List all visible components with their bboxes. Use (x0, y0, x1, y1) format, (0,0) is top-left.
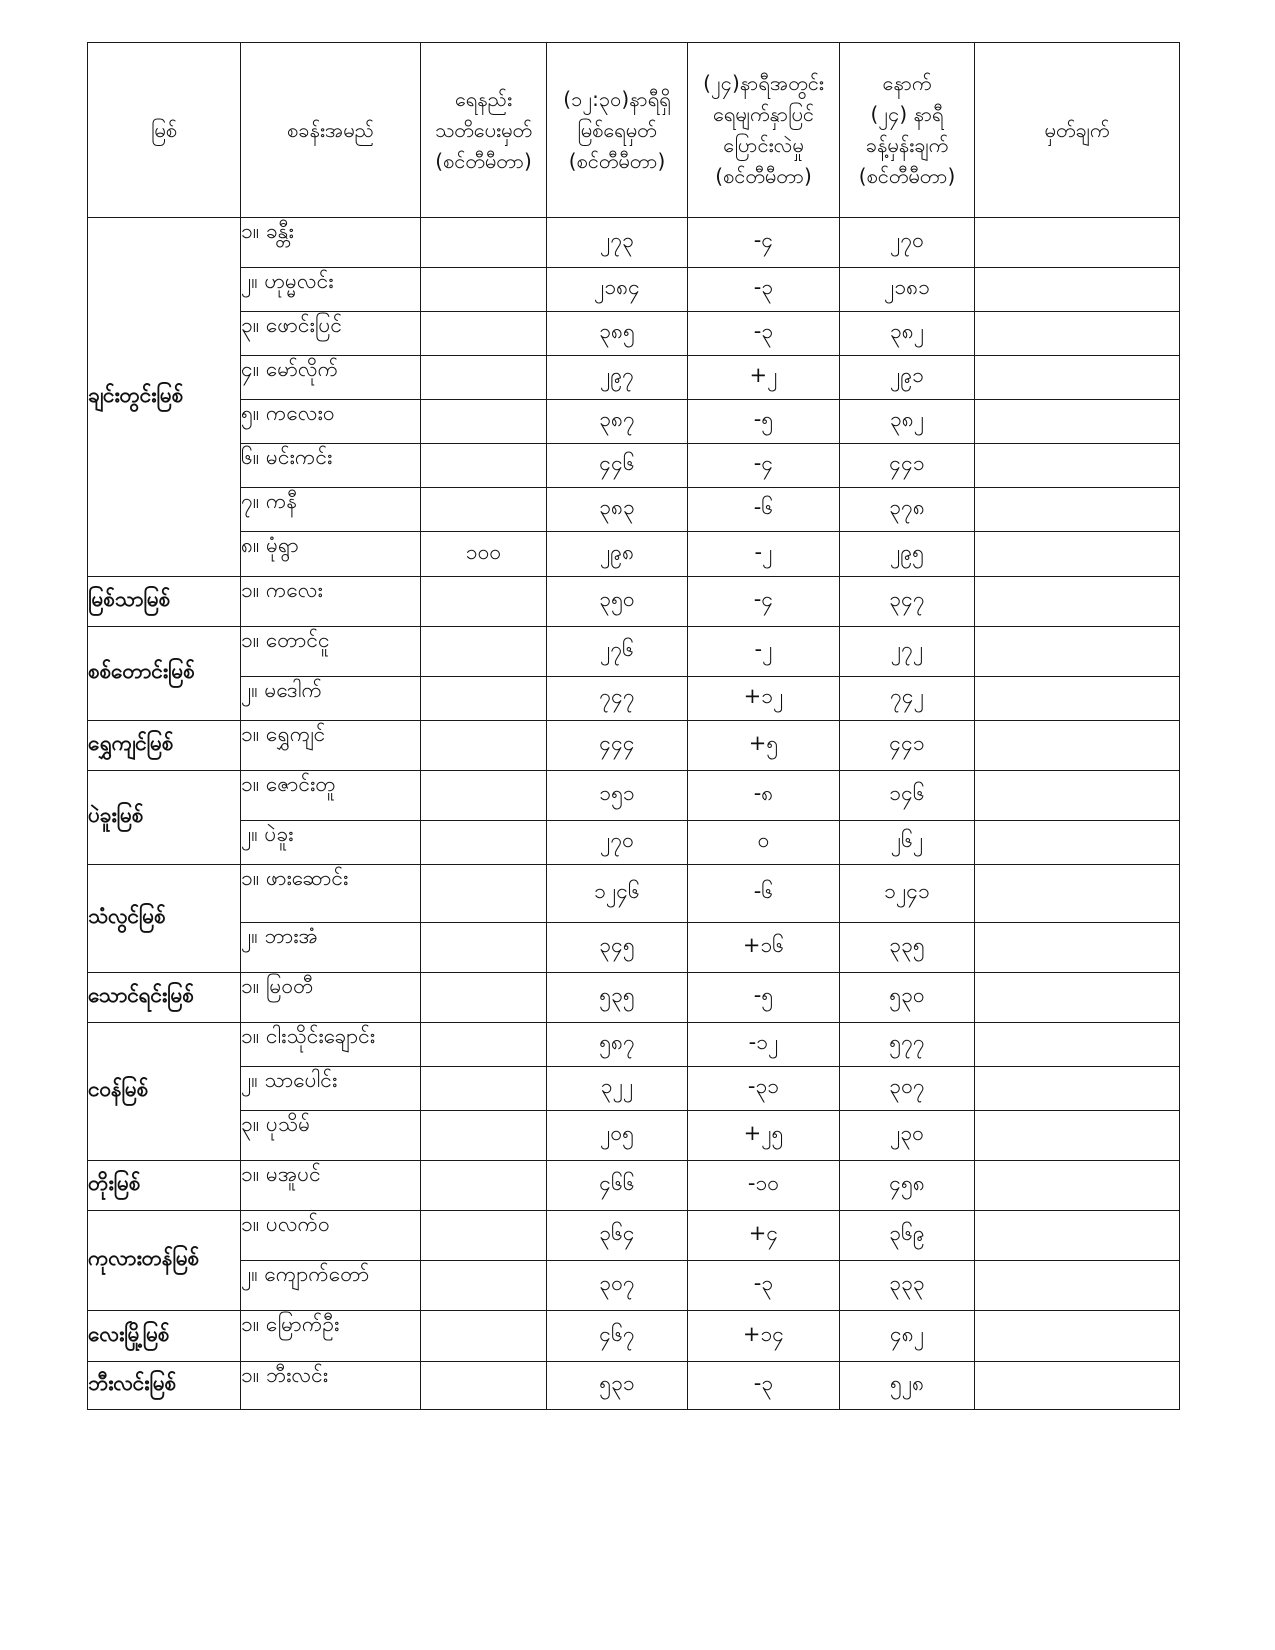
water-level: ၂၀၅ (547, 1111, 688, 1161)
station-name: ၁။ ဘီးလင်း (241, 1362, 421, 1410)
station-name: ၁။ ပလက်ဝ (241, 1211, 421, 1261)
station-name: ၇။ ကနီ (241, 488, 421, 532)
danger-level (421, 1067, 547, 1111)
danger-level (421, 1261, 547, 1311)
header-line: (စင်တီမီတာ) (568, 148, 666, 173)
remark-cell (975, 865, 1180, 923)
forecast-level: ၂၁၈၁ (840, 268, 975, 312)
river-name: ရွှေကျင်မြစ် (88, 721, 241, 771)
forecast-level: ၄၅၈ (840, 1161, 975, 1211)
station-name: ၃။ ပုသိမ် (241, 1111, 421, 1161)
station-name: ၈။ မုံရွာ (241, 532, 421, 577)
forecast-level: ၄၄၁ (840, 444, 975, 488)
water-level: ၂၇၃ (547, 218, 688, 268)
remark-cell (975, 1362, 1180, 1410)
station-name: ၂။ ဟုမ္မလင်း (241, 268, 421, 312)
level-change: -၁၂ (688, 1023, 840, 1067)
danger-level (421, 268, 547, 312)
remark-cell (975, 1161, 1180, 1211)
table-row (88, 532, 1180, 577)
forecast-level: ၁၂၄၁ (840, 865, 975, 923)
forecast-level: ၅၃၀ (840, 973, 975, 1023)
forecast-level: ၂၃၀ (840, 1111, 975, 1161)
table-row (88, 312, 1180, 356)
header-line: (၁၂:၃၀)နာရီရှိ (563, 86, 671, 111)
header-water-level (547, 43, 688, 218)
danger-level (421, 400, 547, 444)
water-level: ၄၆၆ (547, 1161, 688, 1211)
water-level: ၁၅၁ (547, 771, 688, 821)
danger-level (421, 821, 547, 865)
level-change: -၂ (688, 627, 840, 677)
station-name: ၁။ ဖားဆောင်း (241, 865, 421, 923)
remark-cell (975, 532, 1180, 577)
remark-cell (975, 923, 1180, 973)
table-row (88, 356, 1180, 400)
forecast-level: ၂၉၅ (840, 532, 975, 577)
danger-level (421, 444, 547, 488)
forecast-level: ၇၄၂ (840, 677, 975, 721)
water-level: ၁၂၄၆ (547, 865, 688, 923)
station-name: ၁။ ခန္တီး (241, 218, 421, 268)
forecast-level: ၃၈၂ (840, 400, 975, 444)
table-row (88, 627, 1180, 677)
water-level: ၃၈၇ (547, 400, 688, 444)
table-row (88, 821, 1180, 865)
water-level: ၇၄၇ (547, 677, 688, 721)
forecast-level: ၂၇၀ (840, 218, 975, 268)
header-line: ရေနည်း (454, 86, 513, 111)
river-name: ချင်းတွင်းမြစ် (88, 218, 241, 577)
level-change: -၃၁ (688, 1067, 840, 1111)
table-row (88, 1362, 1180, 1410)
forecast-level: ၂၉၁ (840, 356, 975, 400)
header-line: မှတ်ချက် (1044, 117, 1110, 142)
danger-level (421, 973, 547, 1023)
forecast-level: ၁၄၆ (840, 771, 975, 821)
header-station (241, 43, 421, 218)
water-level: ၂၇၀ (547, 821, 688, 865)
level-change: -၃ (688, 312, 840, 356)
remark-cell (975, 488, 1180, 532)
station-name: ၁။ ငါးသိုင်းချောင်း (241, 1023, 421, 1067)
remark-cell (975, 721, 1180, 771)
table-row (88, 577, 1180, 627)
danger-level (421, 1311, 547, 1362)
danger-level (421, 923, 547, 973)
danger-level (421, 356, 547, 400)
table-row (88, 488, 1180, 532)
danger-level (421, 312, 547, 356)
table-row (88, 973, 1180, 1023)
danger-level (421, 1111, 547, 1161)
danger-level (421, 771, 547, 821)
remark-cell (975, 1111, 1180, 1161)
station-name: ၁။ မအူပင် (241, 1161, 421, 1211)
forecast-level: ၃၃၅ (840, 923, 975, 973)
station-name: ၁။ မြဝတီ (241, 973, 421, 1023)
table-row (88, 1023, 1180, 1067)
level-change: -၁၀ (688, 1161, 840, 1211)
header-danger-level (421, 43, 547, 218)
level-change: -၆ (688, 865, 840, 923)
water-level: ၅၃၅ (547, 973, 688, 1023)
water-level: ၃၄၅ (547, 923, 688, 973)
header-line: (စင်တီမီတာ) (435, 148, 532, 173)
danger-level (421, 865, 547, 923)
header-line: မြစ်ရေမှတ် (577, 117, 657, 142)
level-change: -၃ (688, 1362, 840, 1410)
forecast-level: ၅၇၇ (840, 1023, 975, 1067)
level-change: -၅ (688, 973, 840, 1023)
level-change: -၃ (688, 1261, 840, 1311)
table-row (88, 771, 1180, 821)
station-name: ၁။ ကလေး (241, 577, 421, 627)
table-row (88, 1261, 1180, 1311)
remark-cell (975, 677, 1180, 721)
forecast-level: ၅၂၈ (840, 1362, 975, 1410)
header-line: (စင်တီမီတာ) (715, 164, 812, 188)
danger-level: ၁၀၀ (421, 532, 547, 577)
table-row (88, 1211, 1180, 1261)
river-level-table (87, 42, 1180, 1410)
header-line: ပြောင်းလဲမှု (723, 133, 804, 157)
water-level: ၃၂၂ (547, 1067, 688, 1111)
remark-cell (975, 356, 1180, 400)
table-row (88, 218, 1180, 268)
river-name: သောင်ရင်းမြစ် (88, 973, 241, 1023)
remark-cell (975, 771, 1180, 821)
forecast-level: ၃၈၂ (840, 312, 975, 356)
header-line: မြစ် (150, 117, 178, 142)
remark-cell (975, 268, 1180, 312)
table-body (88, 218, 1180, 1410)
forecast-level: ၃၆၉ (840, 1211, 975, 1261)
danger-level (421, 218, 547, 268)
water-level: ၃၀၇ (547, 1261, 688, 1311)
water-level: ၃၈၅ (547, 312, 688, 356)
header-remark (975, 43, 1180, 218)
header-line: စခန်းအမည် (286, 117, 375, 142)
station-name: ၄။ မော်လိုက် (241, 356, 421, 400)
forecast-level: ၃၀၇ (840, 1067, 975, 1111)
river-name: ငဝန်မြစ် (88, 1023, 241, 1161)
level-change: +၄ (688, 1211, 840, 1261)
water-level: ၃၆၄ (547, 1211, 688, 1261)
level-change: -၆ (688, 488, 840, 532)
station-name: ၂။ ပဲခူး (241, 821, 421, 865)
remark-cell (975, 444, 1180, 488)
danger-level (421, 577, 547, 627)
river-name: စစ်တောင်းမြစ် (88, 627, 241, 721)
station-name: ၁။ မြောက်ဦး (241, 1311, 421, 1362)
header-line: (၂၄)နာရီအတွင်း (703, 71, 824, 95)
water-level: ၂၇၆ (547, 627, 688, 677)
remark-cell (975, 218, 1180, 268)
danger-level (421, 1023, 547, 1067)
river-name: သံလွင်မြစ် (88, 865, 241, 973)
header-line: သတိပေးမှတ် (434, 117, 533, 142)
forecast-level: ၃၄၇ (840, 577, 975, 627)
header-line: (၂၄) နာရီ (870, 102, 944, 126)
water-level: ၂၉၇ (547, 356, 688, 400)
forecast-level: ၄၄၁ (840, 721, 975, 771)
water-level: ၄၄၆ (547, 444, 688, 488)
table-row (88, 677, 1180, 721)
remark-cell (975, 1311, 1180, 1362)
header-forecast (840, 43, 975, 218)
level-change: +၁၄ (688, 1311, 840, 1362)
table-row (88, 721, 1180, 771)
water-level: ၂၉၈ (547, 532, 688, 577)
header-line: ခန့်မှန်းချက် (865, 133, 949, 157)
river-name: မြစ်သာမြစ် (88, 577, 241, 627)
header-row (88, 43, 1180, 218)
station-name: ၃။ ဖောင်းပြင် (241, 312, 421, 356)
level-change: +၂၅ (688, 1111, 840, 1161)
remark-cell (975, 821, 1180, 865)
river-name: ကုလားတန်မြစ် (88, 1211, 241, 1311)
remark-cell (975, 400, 1180, 444)
table-row (88, 444, 1180, 488)
station-name: ၁။ ဇောင်းတူ (241, 771, 421, 821)
water-level: ၄၆၇ (547, 1311, 688, 1362)
remark-cell (975, 312, 1180, 356)
forecast-level: ၄၈၂ (840, 1311, 975, 1362)
level-change: +၁၆ (688, 923, 840, 973)
header-river (88, 43, 241, 218)
level-change: -၂ (688, 532, 840, 577)
level-change: -၄ (688, 444, 840, 488)
station-name: ၁။ ရွှေကျင် (241, 721, 421, 771)
station-name: ၂။ သာပေါင်း (241, 1067, 421, 1111)
station-name: ၅။ ကလေးဝ (241, 400, 421, 444)
level-change: -၄ (688, 218, 840, 268)
table-row (88, 1161, 1180, 1211)
danger-level (421, 1362, 547, 1410)
forecast-level: ၂၇၂ (840, 627, 975, 677)
header-line: နောက် (882, 71, 932, 95)
water-level: ၃၅၀ (547, 577, 688, 627)
table-row (88, 923, 1180, 973)
station-name: ၂။ မဒေါက် (241, 677, 421, 721)
remark-cell (975, 1023, 1180, 1067)
danger-level (421, 1161, 547, 1211)
remark-cell (975, 1211, 1180, 1261)
level-change: -၄ (688, 577, 840, 627)
header-line: ရေမျက်နှာပြင် (713, 102, 814, 126)
header-24h-change (688, 43, 840, 218)
remark-cell (975, 973, 1180, 1023)
water-level: ၅၃၁ (547, 1362, 688, 1410)
water-level: ၄၄၄ (547, 721, 688, 771)
station-name: ၂။ ကျောက်တော် (241, 1261, 421, 1311)
danger-level (421, 488, 547, 532)
level-change: +၁၂ (688, 677, 840, 721)
river-name: တိုးမြစ် (88, 1161, 241, 1211)
danger-level (421, 1211, 547, 1261)
table-row (88, 865, 1180, 923)
river-name: ပဲခူးမြစ် (88, 771, 241, 865)
station-name: ၁။ တောင်ငူ (241, 627, 421, 677)
water-level: ၅၈၇ (547, 1023, 688, 1067)
level-change: +၅ (688, 721, 840, 771)
water-level: ၃၈၃ (547, 488, 688, 532)
remark-cell (975, 1067, 1180, 1111)
level-change: ၀ (688, 821, 840, 865)
table-row (88, 1067, 1180, 1111)
forecast-level: ၃၃၃ (840, 1261, 975, 1311)
danger-level (421, 721, 547, 771)
forecast-level: ၂၆၂ (840, 821, 975, 865)
forecast-level: ၃၇၈ (840, 488, 975, 532)
level-change: +၂ (688, 356, 840, 400)
water-level: ၂၁၈၄ (547, 268, 688, 312)
table-row (88, 268, 1180, 312)
table-row (88, 1311, 1180, 1362)
header-line: (စင်တီမီတာ) (858, 164, 956, 188)
station-name: ၆။ မင်းကင်း (241, 444, 421, 488)
level-change: -၈ (688, 771, 840, 821)
river-name: ဘီးလင်းမြစ် (88, 1362, 241, 1410)
station-name: ၂။ ဘားအံ (241, 923, 421, 973)
level-change: -၅ (688, 400, 840, 444)
danger-level (421, 677, 547, 721)
remark-cell (975, 577, 1180, 627)
danger-level (421, 627, 547, 677)
river-name: လေးမြို့မြစ် (88, 1311, 241, 1362)
table-row (88, 400, 1180, 444)
remark-cell (975, 627, 1180, 677)
remark-cell (975, 1261, 1180, 1311)
table-row (88, 1111, 1180, 1161)
level-change: -၃ (688, 268, 840, 312)
